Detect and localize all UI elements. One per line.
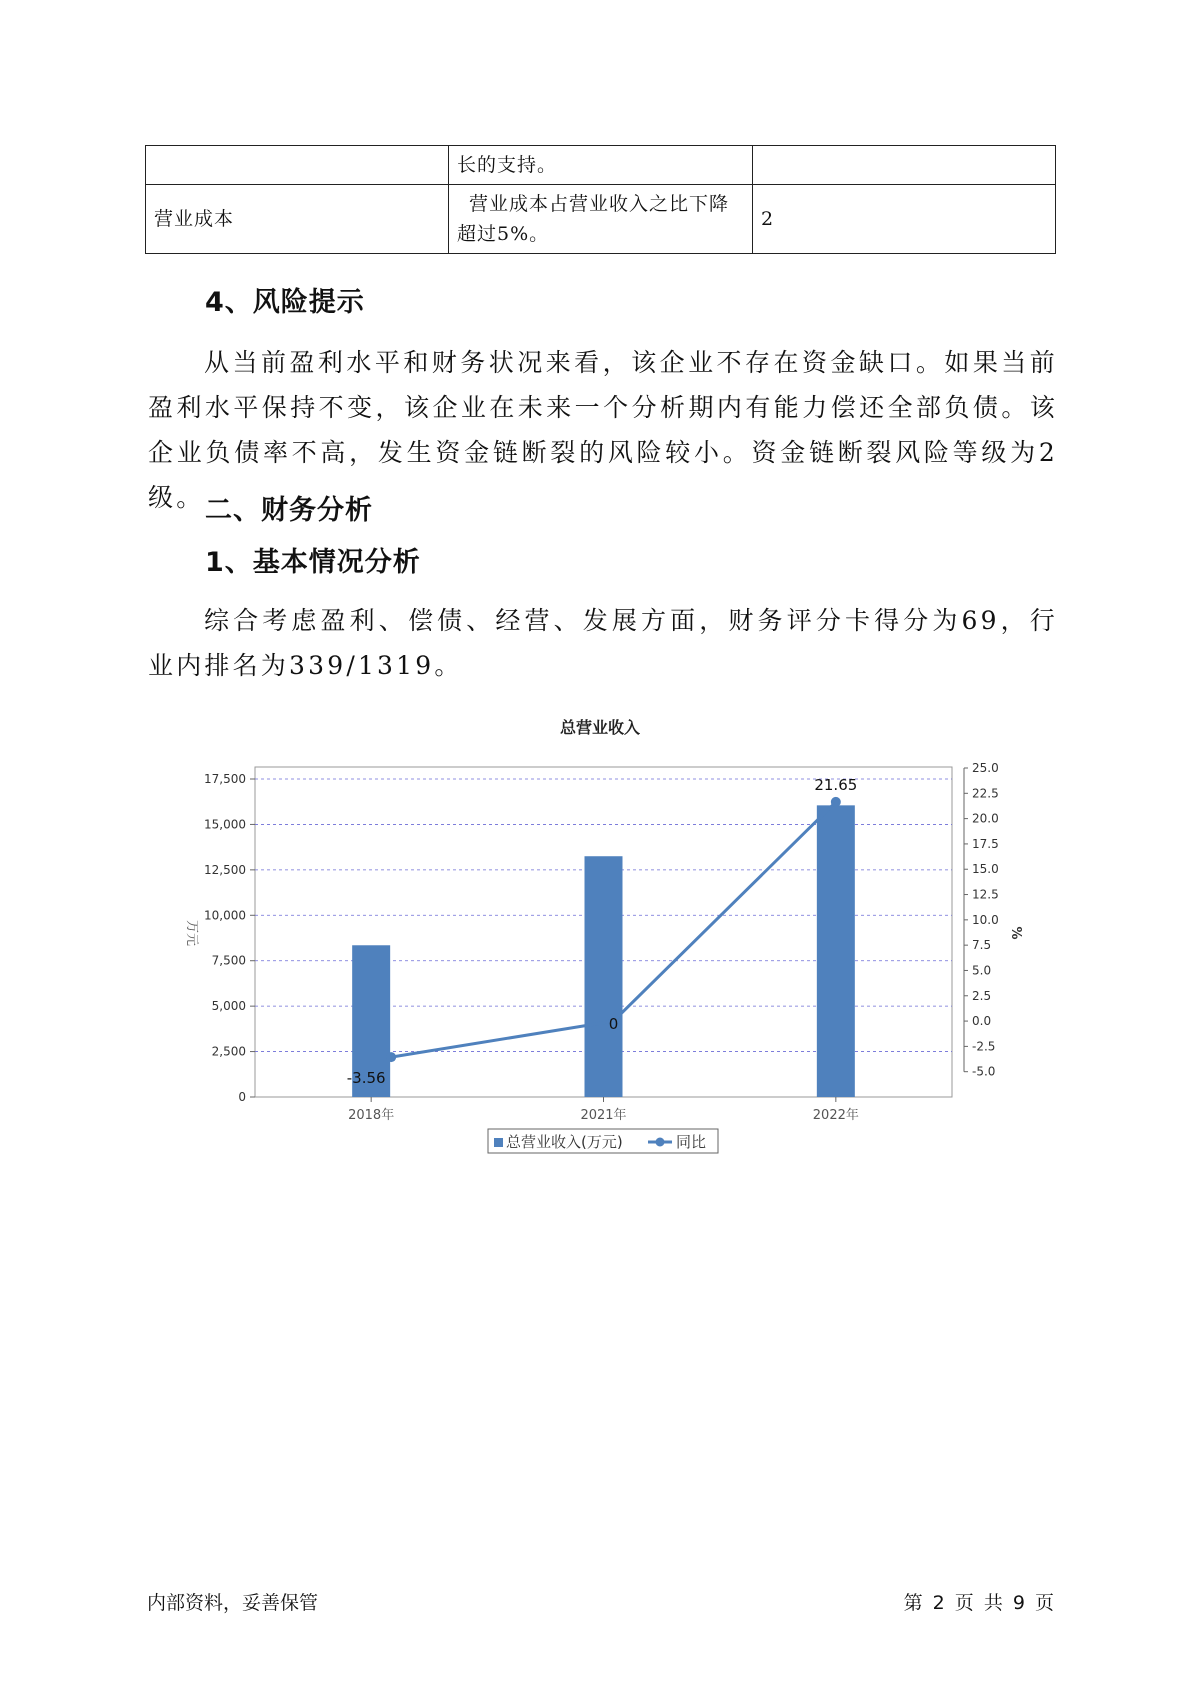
series-point: [386, 1052, 396, 1062]
y-tick-label: 2,500: [211, 1044, 246, 1059]
y-axis-label: 万元: [184, 919, 199, 947]
revenue-chart: [170, 715, 1023, 1175]
y2-tick-label: 12.5: [972, 887, 999, 902]
page-number: 第 2 页 共 9 页: [903, 1592, 1056, 1614]
risk-heading: 4、风险提示: [205, 287, 365, 318]
y-tick-label: 0: [238, 1090, 246, 1104]
y2-tick-label: 5.0: [972, 963, 992, 978]
table-cell: [146, 146, 449, 185]
x-tick-label: 2022年: [812, 1108, 859, 1123]
y2-tick-label: 15.0: [972, 862, 999, 877]
bar: [817, 805, 855, 1097]
bar: [585, 856, 623, 1097]
bar-series: [352, 805, 855, 1097]
y2-tick-label: -2.5: [972, 1039, 996, 1054]
right-axis: [964, 761, 999, 1079]
finance-heading: 二、财务分析: [205, 495, 373, 526]
y-tick-label: 10,000: [204, 908, 246, 923]
footer-confidential: 内部资料，妥善保管: [147, 1592, 319, 1614]
y2-tick-label: 17.5: [972, 836, 999, 851]
legend-label: 同比: [676, 1133, 707, 1151]
left-axis: [204, 772, 255, 1104]
table-cell: [753, 146, 1056, 185]
data-label: 21.65: [814, 775, 858, 794]
y-tick-label: 5,000: [211, 999, 246, 1014]
y2-tick-label: 0.0: [972, 1014, 992, 1029]
y2-axis-label: %: [1008, 926, 1023, 940]
legend-swatch-point: [656, 1138, 665, 1147]
basic-heading: 1、基本情况分析: [205, 547, 421, 578]
y2-tick-label: -5.0: [972, 1064, 996, 1079]
y-tick-label: 15,000: [204, 817, 246, 832]
table-cell: 营业成本: [146, 185, 449, 254]
y-tick-label: 7,500: [211, 953, 246, 968]
table-cell: 营业成本占营业收入之比下降超过5%。: [449, 185, 753, 254]
y2-tick-label: 20.0: [972, 811, 999, 826]
data-label: 0: [608, 1015, 619, 1034]
x-axis: [348, 1097, 859, 1123]
data-label: -3.56: [346, 1069, 386, 1088]
y-tick-label: 17,500: [204, 772, 246, 786]
basic-paragraph: 综合考虑盈利、偿债、经营、发展方面，财务评分卡得分为69，行业内排名为339/1319。: [148, 606, 1058, 680]
series-point: [831, 797, 841, 807]
y2-tick-label: 22.5: [972, 786, 999, 801]
table-cell: 2: [753, 185, 1056, 254]
y2-tick-label: 10.0: [972, 912, 999, 927]
chart-legend: [488, 1129, 718, 1153]
legend-label: 总营业收入(万元): [506, 1133, 623, 1151]
x-tick-label: 2018年: [348, 1108, 395, 1123]
risk-paragraph: 从当前盈利水平和财务状况来看，该企业不存在资金缺口。如果当前盈利水平保持不变，该企业在未来一个分析期内有能力偿还全部负债。该企业负债率不高，发生资金链断裂的风险较小。资金链断裂风险等级为2级。: [148, 348, 1058, 512]
legend-swatch-bar: [494, 1138, 503, 1147]
y-tick-label: 12,500: [204, 862, 246, 877]
y2-tick-label: 2.5: [972, 988, 992, 1003]
criteria-table: [145, 145, 1056, 254]
y2-tick-label: 25.0: [972, 761, 999, 775]
table-cell: 长的支持。: [449, 146, 753, 185]
x-tick-label: 2021年: [580, 1108, 627, 1123]
chart-title: 总营业收入: [559, 718, 641, 737]
table-row: [146, 146, 1056, 185]
y2-tick-label: 7.5: [972, 938, 992, 953]
table-row: [146, 185, 1056, 254]
